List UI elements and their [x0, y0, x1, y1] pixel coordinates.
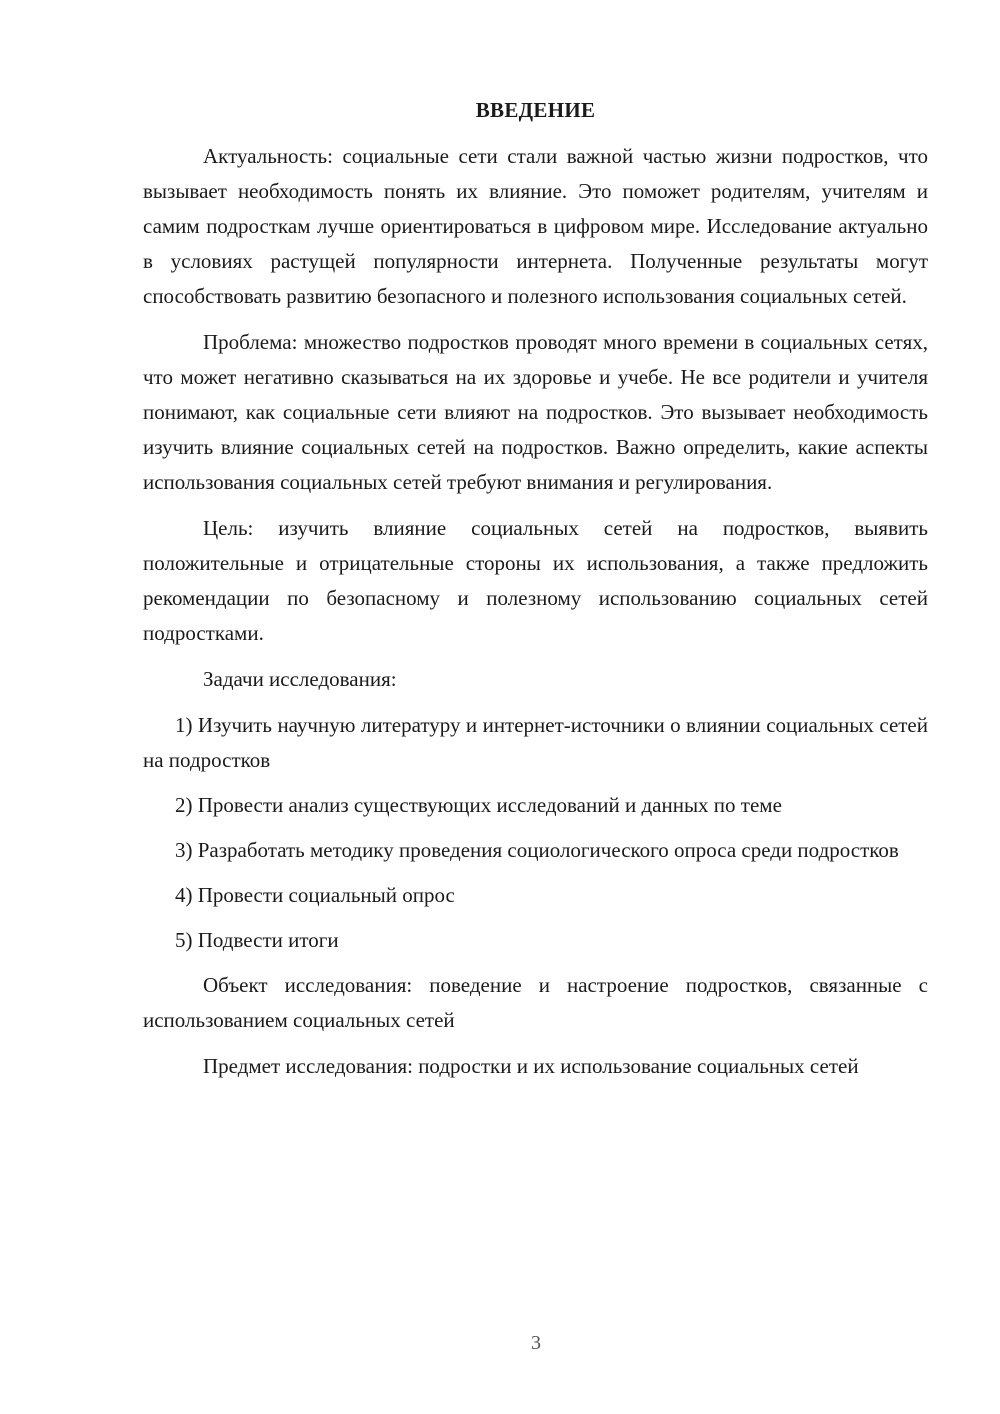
relevance-paragraph: Актуальность: социальные сети стали важной частью жизни подростков, что вызывает необходимость понять их влияние. Это поможет родителям, учителям и самим подросткам лучше ориентироваться в цифровом мире. Исследование актуально в условиях растущей популярности интернета. Полученные результаты могут способствовать развитию безопасного и полезного использования социальных сетей. — [143, 144, 928, 308]
subject-paragraph: Предмет исследования: подростки и их использование социальных сетей — [203, 1054, 859, 1078]
task-item: 4) Провести социальный опрос — [175, 883, 455, 907]
task-item: 1) Изучить научную литературу и интернет-источники о влиянии социальных сетей на подростков — [143, 713, 928, 772]
tasks-list — [143, 708, 928, 958]
task-item: 3) Разработать методику проведения социологического опроса среди подростков — [175, 838, 899, 862]
goal-paragraph: Цель: изучить влияние социальных сетей на подростков, выявить положительные и отрицательные стороны их использования, а также предложить рекомендации по безопасному и полезному использованию социальных сетей подростками. — [143, 516, 928, 645]
task-item: 2) Провести анализ существующих исследований и данных по теме — [175, 793, 782, 817]
page-number: 3 — [531, 1332, 541, 1354]
tasks-heading: Задачи исследования: — [203, 667, 397, 691]
object-paragraph: Объект исследования: поведение и настроение подростков, связанные с использованием социальных сетей — [143, 973, 928, 1032]
document-body — [143, 94, 928, 1095]
section-title: ВВЕДЕНИЕ — [475, 98, 596, 122]
task-item: 5) Подвести итоги — [175, 928, 339, 952]
problem-paragraph: Проблема: множество подростков проводят много времени в социальных сетях, что может негативно сказываться на их здоровье и учебе. Не все родители и учителя понимают, как социальные сети влияют на подростков. Это вызывает необходимость изучить влияние социальных сетей на подростков. Важно определить, какие аспекты использования социальных сетей требуют внимания и регулирования. — [143, 330, 928, 494]
